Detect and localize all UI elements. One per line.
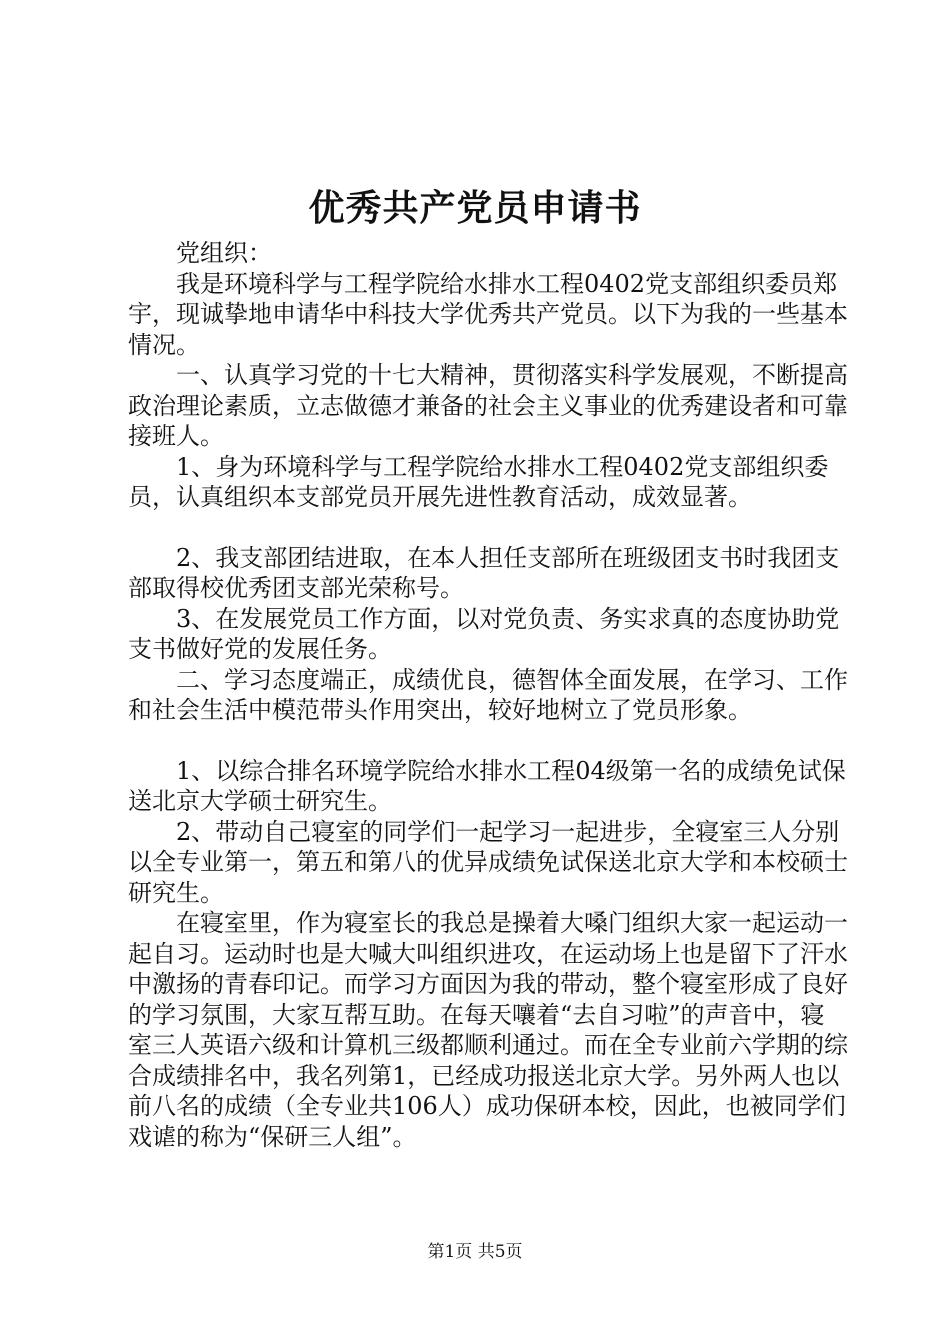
section-one-item-2: 2、我支部团结进取，在本人担任支部所在班级团支书时我团支部取得校优秀团支部光荣称号。 bbox=[128, 543, 840, 602]
section-two-item-1: 1、以综合排名环境学院给水排水工程04级第一名的成绩免试保送北京大学硕士研究生。 bbox=[128, 756, 846, 815]
section-two-item-2: 2、带动自己寝室的同学们一起学习一起进步，全寝室三人分别以全专业第一，第五和第八的优异成绩免试保送北京大学和本校硕士研究生。 bbox=[128, 817, 848, 907]
section-one-item-1: 1、身为环境科学与工程学院给水排水工程0402党支部组织委员，认真组织本支部党员开展先进性教育活动，成效显著。 bbox=[128, 452, 829, 511]
dorm-paragraph: 在寝室里，作为寝室长的我总是操着大嗓门组织大家一起运动一起自习。运动时也是大喊大叫组织进攻，在运动场上也是留下了汗水中激扬的青春印记。而学习方面因为我的带动，整个寝室形成了良好的学习氛围，大家互帮互助。在每天嚷着“去自习啦”的声音中，寝室三人英语六级和计算机三级都顺利通过。而在全专业前六学期的综合成绩排名中，我名列第1，已经成功报送北京大学。另外两人也以前八名的成绩（全专业共106人）成功保研本校，因此，也被同学们戏谑的称为“保研三人组”。 bbox=[128, 909, 848, 1151]
salutation: 党组织： bbox=[176, 239, 272, 267]
document-title: 优秀共产党员申请书 bbox=[308, 187, 642, 229]
page-footer: 第1页 共5页 bbox=[427, 1242, 523, 1262]
intro-paragraph: 我是环境科学与工程学院给水排水工程0402党支部组织委员郑宇，现诚挚地申请华中科技大学优秀共产党员。以下为我的一些基本情况。 bbox=[128, 269, 848, 359]
section-one-heading: 一、认真学习党的十七大精神，贯彻落实科学发展观，不断提高政治理论素质，立志做德才兼备的社会主义事业的优秀建设者和可靠接班人。 bbox=[128, 361, 848, 450]
document-body bbox=[128, 238, 848, 1152]
section-one-item-3: 3、在发展党员工作方面，以对党负责、务实求真的态度协助党支书做好党的发展任务。 bbox=[128, 604, 840, 663]
section-two-heading: 二、学习态度端正，成绩优良，德智体全面发展，在学习、工作和社会生活中模范带头作用突出，较好地树立了党员形象。 bbox=[128, 665, 848, 724]
